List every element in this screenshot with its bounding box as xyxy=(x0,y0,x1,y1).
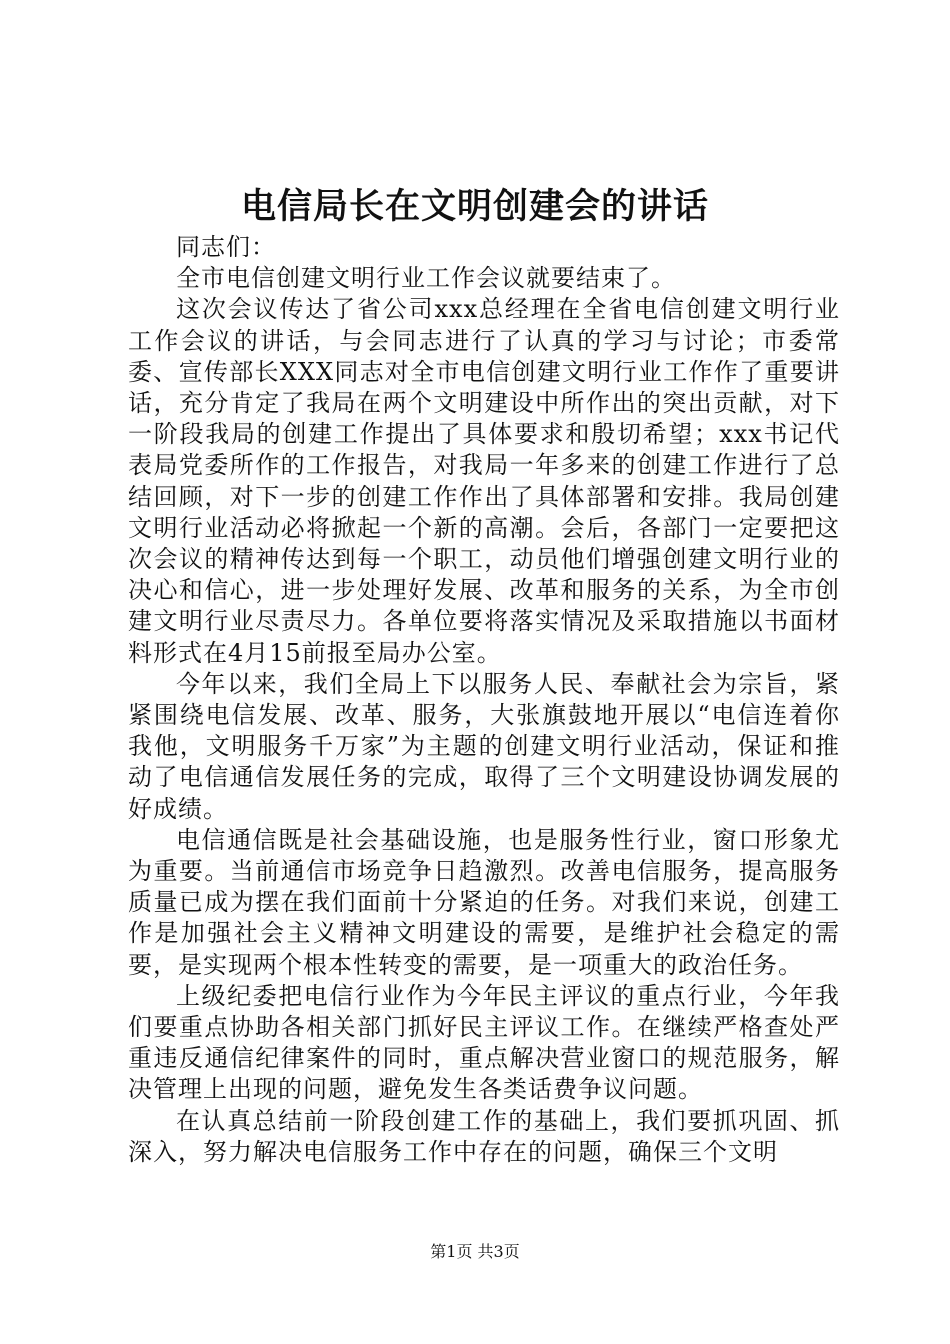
paragraph: 在认真总结前一阶段创建工作的基础上，我们要抓巩固、抓深入，努力解决电信服务工作中存在的问题，确保三个文明 xyxy=(128,1106,840,1166)
document-title: 电信局长在文明创建会的讲话 xyxy=(240,187,709,227)
page-number-footer: 第1页 共3页 xyxy=(430,1242,520,1261)
paragraph: 这次会议传达了省公司xxx总经理在全省电信创建文明行业工作会议的讲话，与会同志进行了认真的学习与讨论；市委常委、宣传部长XXX同志对全市电信创建文明行业工作作了重要讲话，充分肯定了我局在两个文明建设中所作出的突出贡献，对下一阶段我局的创建工作提出了具体要求和殷切希望；xxx书记代表局党委所作的工作报告，对我局一年多来的创建工作进行了总结回顾，对下一步的创建工作作出了具体部署和安排。我局创建文明行业活动必将掀起一个新的高潮。会后，各部门一定要把这次会议的精神传达到每一个职工，动员他们增强创建文明行业的决心和信心，进一步处理好发展、改革和服务的关系，为全市创建文明行业尽责尽力。各单位要将落实情况及采取措施以书面材料形式在4月15前报至局办公室。 xyxy=(128,295,840,667)
paragraph: 同志们： xyxy=(176,233,276,261)
paragraph: 今年以来，我们全局上下以服务人民、奉献社会为宗旨，紧紧围绕电信发展、改革、服务，大张旗鼓地开展以“电信连着你我他，文明服务千万家”为主题的创建文明行业活动，保证和推动了电信通信发展任务的完成，取得了三个文明建设协调发展的好成绩。 xyxy=(128,669,840,823)
paragraph: 电信通信既是社会基础设施，也是服务性行业，窗口形象尤为重要。当前通信市场竞争日趋激烈。改善电信服务，提高服务质量已成为摆在我们面前十分紧迫的任务。对我们来说，创建工作是加强社会主义精神文明建设的需要，是维护社会稳定的需要，是实现两个根本性转变的需要，是一项重大的政治任务。 xyxy=(128,825,840,979)
paragraph: 全市电信创建文明行业工作会议就要结束了。 xyxy=(176,264,676,293)
paragraph: 上级纪委把电信行业作为今年民主评议的重点行业，今年我们要重点协助各相关部门抓好民主评议工作。在继续严格查处严重违反通信纪律案件的同时，重点解决营业窗口的规范服务，解决管理上出现的问题，避免发生各类话费争议问题。 xyxy=(128,981,840,1104)
document-body xyxy=(128,232,840,1168)
